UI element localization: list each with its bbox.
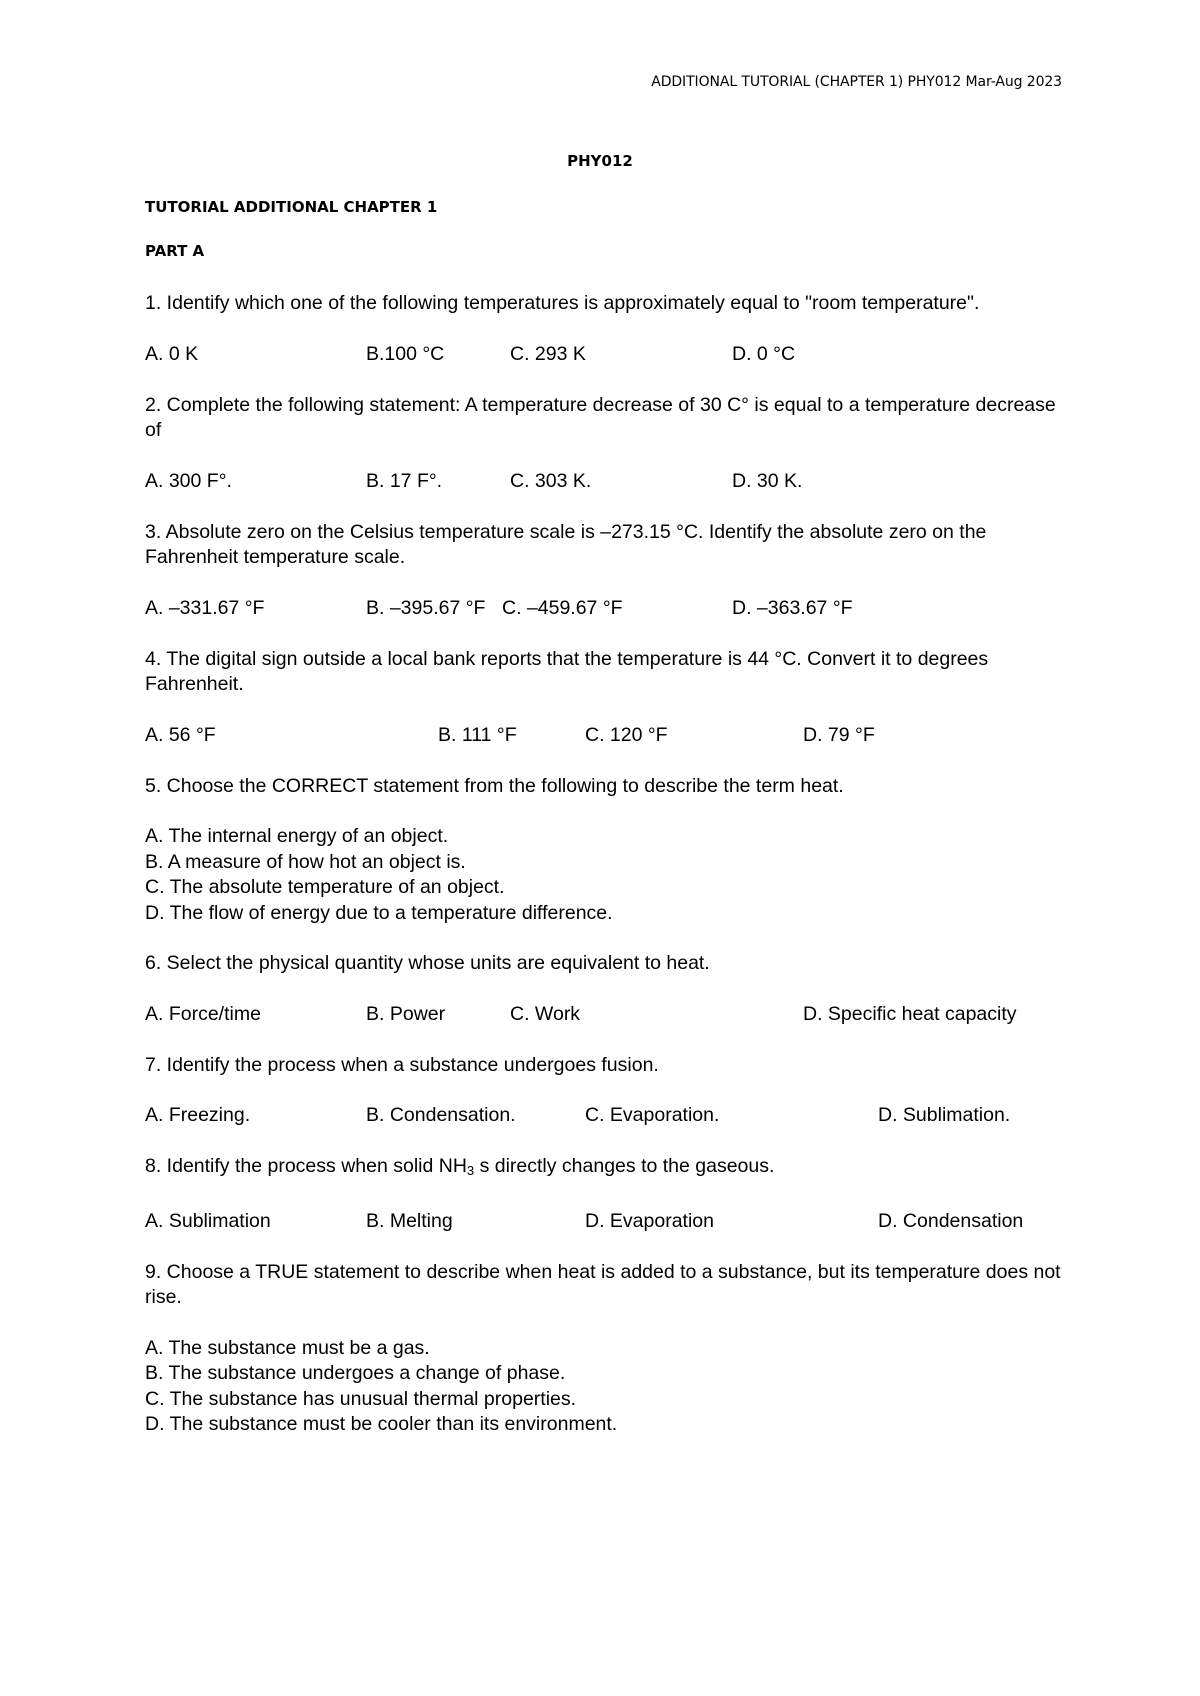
option-d: D. –363.67 °F bbox=[732, 596, 853, 619]
option-a: A. The internal energy of an object. bbox=[145, 825, 449, 847]
question-8-stem-suffix: s directly changes to the gaseous. bbox=[474, 1155, 775, 1177]
question-6-stem: 6. Select the physical quantity whose units are equivalent to heat. bbox=[145, 952, 710, 974]
question-9-stem: 9. Choose a TRUE statement to describe when heat is added to a substance, but its temperature does not rise. bbox=[145, 1260, 1061, 1308]
question-7 bbox=[145, 1053, 1075, 1130]
option-d: D. 0 °C bbox=[732, 342, 796, 365]
question-3-stem: 3. Absolute zero on the Celsius temperature scale is –273.15 °C. Identify the absolute zero on the Fahrenheit temperature scale. bbox=[145, 520, 987, 568]
option-d: D. 79 °F bbox=[803, 723, 875, 746]
question-8-options bbox=[145, 1209, 1075, 1235]
question-3-options bbox=[145, 596, 1075, 622]
option-a: A. Sublimation bbox=[145, 1209, 271, 1232]
option-a: A. Force/time bbox=[145, 1002, 261, 1025]
option-a: A. 300 F°. bbox=[145, 469, 232, 492]
course-code: PHY012 bbox=[567, 152, 633, 170]
option-c: C. 303 K. bbox=[510, 469, 592, 492]
option-c: C. –459.67 °F bbox=[502, 596, 623, 619]
option-b: B. –395.67 °F bbox=[366, 596, 486, 619]
question-2 bbox=[145, 393, 1075, 495]
option-d: D. Condensation bbox=[878, 1209, 1024, 1232]
question-3 bbox=[145, 520, 1075, 622]
document-title: TUTORIAL ADDITIONAL CHAPTER 1 bbox=[145, 198, 438, 216]
option-a: A. –331.67 °F bbox=[145, 596, 265, 619]
option-b: B. Power bbox=[366, 1002, 446, 1025]
question-7-options bbox=[145, 1103, 1075, 1129]
question-9-options bbox=[145, 1336, 1075, 1438]
question-9 bbox=[145, 1260, 1075, 1438]
option-d: D. The substance must be cooler than its environment. bbox=[145, 1413, 618, 1435]
option-b: B. Melting bbox=[366, 1209, 453, 1232]
question-1 bbox=[145, 291, 1075, 368]
option-c: C. Work bbox=[510, 1002, 581, 1025]
question-5 bbox=[145, 774, 1075, 927]
question-5-options bbox=[145, 824, 1075, 926]
question-1-stem: 1. Identify which one of the following temperatures is approximately equal to "room temperature". bbox=[145, 292, 980, 314]
question-4 bbox=[145, 647, 1075, 749]
option-b: B. 111 °F bbox=[438, 723, 517, 746]
option-b: B. A measure of how hot an object is. bbox=[145, 850, 466, 873]
option-a: A. Freezing. bbox=[145, 1104, 251, 1126]
running-header: ADDITIONAL TUTORIAL (CHAPTER 1) PHY012 Mar-Aug 2023 bbox=[651, 74, 1062, 90]
option-d: D. 30 K. bbox=[732, 469, 803, 492]
option-c: C. 120 °F bbox=[585, 723, 668, 746]
option-d: D. Specific heat capacity bbox=[803, 1002, 1017, 1025]
question-8 bbox=[145, 1154, 1075, 1235]
option-d: D. The flow of energy due to a temperature difference. bbox=[145, 901, 613, 924]
option-b: B.100 °C bbox=[366, 342, 445, 365]
option-c: C. The substance has unusual thermal properties. bbox=[145, 1387, 577, 1410]
question-4-options bbox=[145, 723, 1075, 749]
question-8-stem bbox=[145, 1154, 1075, 1184]
question-6 bbox=[145, 951, 1075, 1028]
question-2-options bbox=[145, 469, 1075, 495]
question-8-stem-prefix: 8. Identify the process when solid NH bbox=[145, 1155, 467, 1177]
question-4-stem: 4. The digital sign outside a local bank reports that the temperature is 44 °C. Convert it to degrees Fahrenheit. bbox=[145, 647, 989, 695]
question-7-stem: 7. Identify the process when a substance undergoes fusion. bbox=[145, 1053, 659, 1076]
option-a: A. The substance must be a gas. bbox=[145, 1336, 430, 1359]
part-title: PART A bbox=[145, 242, 205, 260]
option-c: D. Evaporation bbox=[585, 1209, 714, 1232]
option-c: C. The absolute temperature of an object. bbox=[145, 876, 505, 898]
option-c: C. 293 K bbox=[510, 342, 586, 365]
option-d: D. Sublimation. bbox=[878, 1104, 1011, 1126]
option-a: A. 0 K bbox=[145, 342, 199, 365]
option-b: B. Condensation. bbox=[366, 1104, 516, 1126]
question-2-stem: 2. Complete the following statement: A temperature decrease of 30 C° is equal to a temperature decrease of bbox=[145, 393, 1056, 441]
option-c: C. Evaporation. bbox=[585, 1104, 720, 1126]
question-5-stem: 5. Choose the CORRECT statement from the following to describe the term heat. bbox=[145, 774, 844, 797]
option-b: B. 17 F°. bbox=[366, 469, 443, 492]
option-a: A. 56 °F bbox=[145, 723, 216, 746]
question-list bbox=[145, 291, 1075, 1463]
option-b: B. The substance undergoes a change of phase. bbox=[145, 1362, 566, 1384]
question-1-options bbox=[145, 342, 1075, 368]
question-6-options bbox=[145, 1002, 1075, 1028]
question-8-stem-subscript: 3 bbox=[466, 1163, 475, 1178]
